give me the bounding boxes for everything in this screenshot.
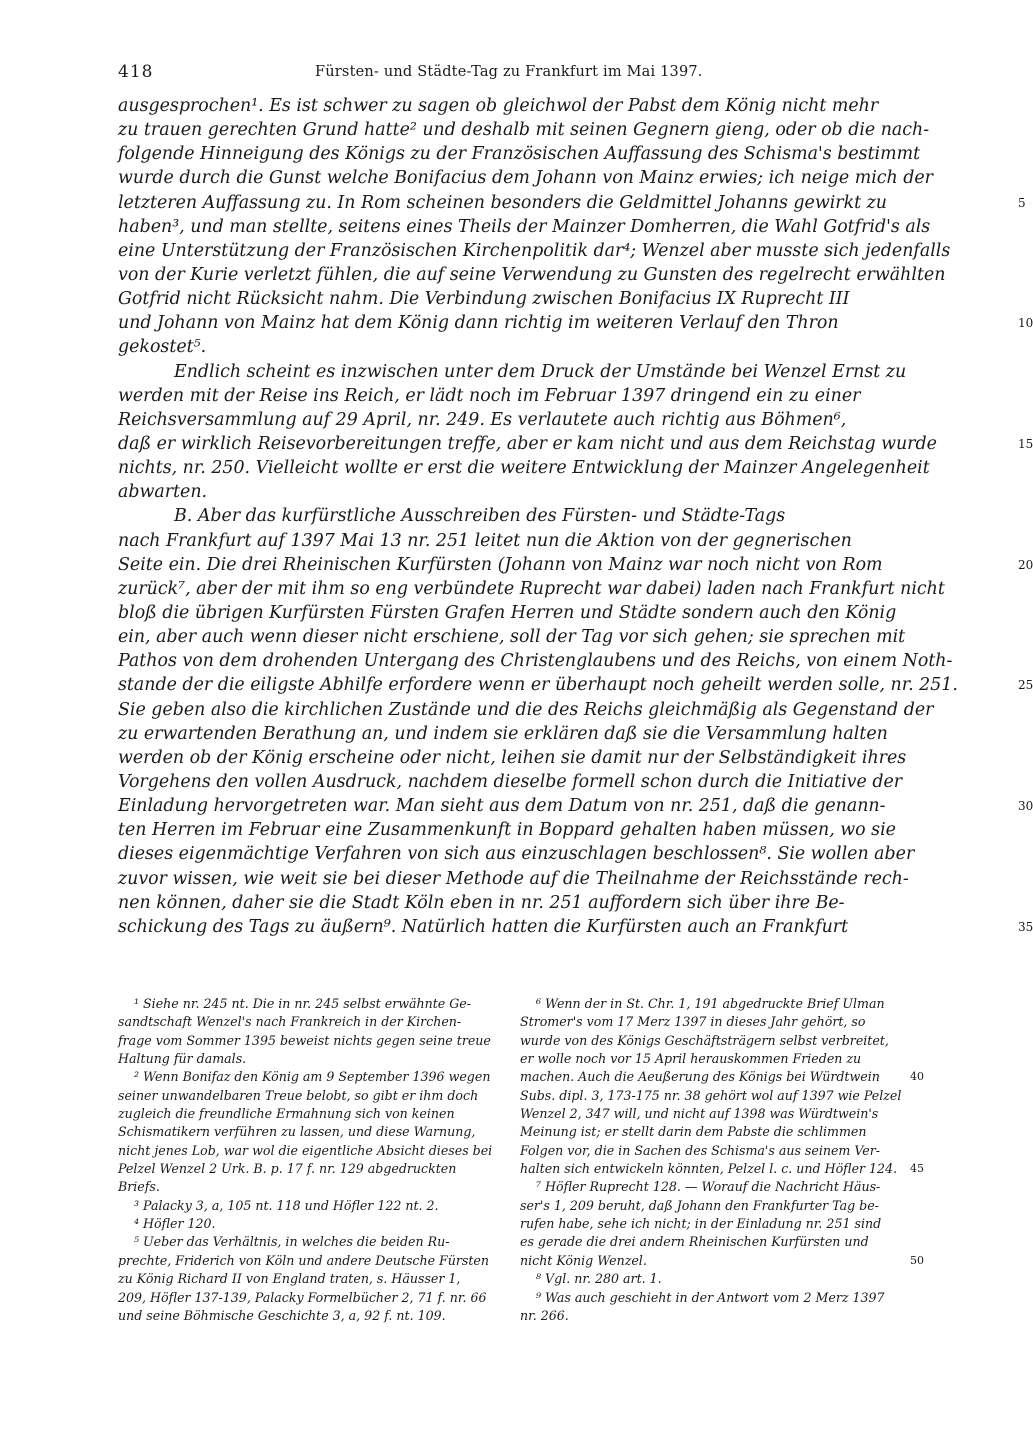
footnote-line: Pelzel Wenzel 2 Urk. B. p. 17 f. nr. 129 abgedruckten [118, 1161, 457, 1177]
line-number: 5 [1018, 195, 1026, 210]
body-line [118, 456, 930, 480]
body-line [118, 842, 915, 866]
body-line [118, 360, 907, 384]
body-line-text: Sie geben also die kirchlichen Zustände und die des Reichs gleichmäßig als Gegenstand der [118, 699, 934, 720]
body-line-text: zu trauen gerechten Grund hatte² und deshalb mit seinen Gegnern gieng, oder ob die nach- [118, 120, 930, 141]
body-line-text: nen können, daher sie die Stadt Köln eben in nr. 251 auffordern sich über ihre Be- [118, 892, 845, 913]
body-line-text: haben³, und man stellte, seitens eines Theils der Mainzer Domherren, die Wahl Gotfrid's als [118, 216, 931, 237]
footnote-line [520, 1068, 924, 1086]
body-line-text: Seite ein. Die drei Rheinischen Kurfürsten (Johann von Mainz war noch nicht von Rom [118, 554, 883, 575]
footnote-line: Schismatikern verführen zu lassen, und diese Warnung, [118, 1124, 476, 1140]
body-line [118, 239, 951, 263]
body-line [118, 722, 900, 746]
footnote-line-text: Wenzel 2, 347 will, und nicht auf 1398 was Würdtwein's [520, 1106, 879, 1122]
footnote-line: sandtschaft Wenzel's nach Frankreich in der Kirchen- [118, 1014, 462, 1030]
body-line [118, 384, 900, 408]
body-line [118, 287, 900, 311]
body-line-text: B. Aber das kurfürstliche Ausschreiben des Fürsten- und Städte-Tags [174, 506, 786, 527]
footnote-line: zu König Richard II von England traten, s. Häusser 1, [118, 1271, 461, 1287]
body-line-text: Pathos von dem drohenden Untergang des Christenglaubens und des Reichs, von einem Noth- [118, 651, 953, 672]
body-line-text: nichts, nr. 250. Vielleicht wollte er erst die weitere Entwicklung der Mainzer Angelegenheit [118, 458, 930, 479]
body-line [118, 577, 945, 601]
body-line-text: zuvor wissen, wie weit sie bei dieser Methode auf die Theilnahme der Reichsstände rech- [118, 868, 909, 889]
footnote-line-text: ser's 1, 209 beruht, daß Johann den Frankfurter Tag be- [520, 1197, 879, 1213]
footnote-line: nicht jenes Lob, war wol die eigentliche Absicht dieses bei [118, 1142, 493, 1158]
footnote-line: ³ Palacky 3, a, 105 nt. 118 und Höfler 122 nt. 2. [134, 1197, 439, 1213]
body-line-text: nach Frankfurt auf 1397 Mai 13 nr. 251 leitet nun die Aktion von der gegnerischen [118, 530, 852, 551]
footnote-line [520, 1013, 904, 1031]
footnote-line: Haltung für damals. [118, 1051, 247, 1067]
body-line-text: Vorgehens den vollen Ausdruck, nachdem dieselbe formell schon durch die Initiative der [118, 771, 903, 792]
footnote-line-text: machen. Auch die Aeußerung des Königs bei Würdtwein [520, 1069, 880, 1085]
body-line [118, 673, 1033, 697]
body-line [118, 408, 900, 432]
body-line-text: bloß die übrigen Kurfürsten Fürsten Grafen Herren und Städte sondern auch den König [118, 602, 897, 623]
body-line [118, 625, 906, 649]
footnote-line [520, 1087, 904, 1105]
body-line [118, 335, 900, 359]
body-line-text: letzteren Auffassung zu. In Rom scheinen besonders die Geldmittel Johanns gewirkt zu [118, 192, 887, 213]
body-line [118, 432, 1033, 456]
footnote-line [520, 1307, 904, 1325]
body-line [118, 698, 934, 722]
body-line-text: und Johann von Mainz hat dem König dann richtig im weiteren Verlauf den Thron [118, 313, 839, 334]
body-line [118, 867, 909, 891]
footnote-line-text: rufen habe, sehe ich nicht; in der Einladung nr. 251 sind [520, 1216, 882, 1232]
body-line [118, 601, 900, 625]
footnote-line [520, 1123, 904, 1141]
footnote-line: seiner unwandelbaren Treue belobt, so gibt er ihm doch [118, 1087, 479, 1103]
body-line-text: Endlich scheint es inzwischen unter dem Druck der Umstände bei Wenzel Ernst zu [174, 361, 907, 382]
body-line [118, 794, 1033, 818]
footnote-line-text: Subs. dipl. 3, 173-175 nr. 38 gehört wol auf 1397 wie Pelzel [520, 1087, 902, 1103]
line-number: 15 [1018, 436, 1033, 451]
footnote-line [520, 1050, 904, 1068]
line-number: 40 [910, 1070, 924, 1084]
footnote-line-text: nicht König Wenzel. [520, 1252, 647, 1268]
footnote-line [520, 1178, 904, 1196]
body-line-text: schickung des Tags zu äußern⁹. Natürlich hatten die Kurfürsten auch an Frankfurt [118, 916, 849, 937]
body-line [118, 891, 900, 915]
page-header [118, 62, 900, 88]
body-line-text: ausgesprochen¹. Es ist schwer zu sagen ob gleichwol der Pabst dem König nicht mehr [118, 96, 879, 116]
body-line [118, 118, 930, 142]
body-line-text: stande der die eiligste Abhilfe erfordere wenn er überhaupt noch geheilt werden solle, nr. 251. [118, 675, 958, 696]
footnote-line: zugleich die freundliche Ermahnung sich von keinen [118, 1106, 455, 1122]
footnote-line: prechte, Friderich von Köln und andere Deutsche Fürsten [118, 1252, 489, 1268]
body-line-text: eine Unterstützung der Französischen Kirchenpolitik dar⁴; Wenzel aber musste sich jedenfalls [118, 240, 951, 261]
body-line-text: gekostet⁵. [118, 337, 207, 358]
footnote-line [520, 1233, 904, 1251]
footnote-line [520, 1160, 924, 1178]
footnote-line: und seine Böhmische Geschichte 3, a, 92 f. nt. 109. [118, 1307, 446, 1323]
body-line [118, 191, 1026, 215]
footnote-line-text: Stromer's vom 17 Merz 1397 in dieses Jahr gehört, so [520, 1014, 866, 1030]
footnote-line-text: ⁶ Wenn der in St. Chr. 1, 191 abgedruckte Brief Ulman [536, 996, 885, 1011]
footnote-line: ¹ Siehe nr. 245 nt. Die in nr. 245 selbst erwähnte Ge- [134, 996, 472, 1011]
body-line [118, 529, 900, 553]
line-number: 25 [1018, 678, 1033, 693]
body-line [118, 311, 1033, 335]
body-line-text: werden ob der König erscheine oder nicht, leihen sie damit nur der Selbständigkeit ihres [118, 747, 907, 768]
footnote-line-text: Meinung ist; er stellt darin dem Pabste die schlimmen [520, 1124, 867, 1140]
body-line [118, 504, 900, 528]
body-line [118, 746, 907, 770]
footnote-line-text: Folgen vor, die in Sachen des Schisma's aus seinem Ver- [520, 1142, 881, 1158]
body-line [118, 215, 931, 239]
body-line [118, 915, 1033, 939]
footnotes-left-column [118, 995, 502, 1325]
body-line [118, 142, 921, 166]
footnote-line [520, 1215, 904, 1233]
body-line-text: von der Kurie verletzt fühlen, die auf seine Verwendung zu Gunsten des regelrecht erwählten [118, 264, 946, 285]
footnote-line: ⁵ Ueber das Verhältnis, in welches die beiden Ru- [134, 1234, 450, 1250]
footnote-line-text: es gerade die drei andern Rheinischen Kurfürsten und [520, 1234, 869, 1250]
line-number: 45 [910, 1162, 924, 1176]
footnote-line [520, 1270, 904, 1288]
body-line [118, 166, 933, 190]
footnote-line: ⁴ Höfler 120. [134, 1216, 216, 1232]
footnotes-right-column [520, 995, 924, 1325]
footnote-line [520, 1197, 904, 1215]
body-line [118, 818, 900, 842]
footnote-line-text: ⁹ Was auch geschieht in der Antwort vom 2 Merz 1397 [536, 1289, 885, 1305]
running-head: Fürsten- und Städte-Tag zu Frankfurt im Mai 1397. [315, 64, 703, 80]
line-number: 20 [1018, 557, 1033, 572]
line-number: 35 [1018, 919, 1033, 934]
body-line-text: ten Herren im Februar eine Zusammenkunft in Boppard gehalten haben müssen, wo sie [118, 820, 896, 841]
body-line-text: dieses eigenmächtige Verfahren von sich aus einzuschlagen beschlossen⁸. Sie wollen aber [118, 844, 915, 865]
body-line-text: Einladung hervorgetreten war. Man sieht aus dem Datum von nr. 251, daß die genann- [118, 796, 886, 817]
body-line-text: Reichsversammlung auf 29 April, nr. 249. Es verlautete auch richtig aus Böhmen⁶, [118, 409, 847, 430]
footnote-line: Briefs. [118, 1179, 160, 1195]
footnote-line [520, 1142, 904, 1160]
footnote-line: 209, Höfler 137-139, Palacky Formelbücher 2, 71 f. nr. 66 [118, 1289, 487, 1305]
body-line [118, 553, 1033, 577]
body-line-text: ein, aber auch wenn dieser nicht erschiene, soll der Tag vor sich gehen; sie sprechen mit [118, 627, 906, 648]
body-line-text: werden mit der Reise ins Reich, er lädt noch im Februar 1397 dringend ein zu einer [118, 385, 861, 406]
body-line-text: abwarten. [118, 482, 208, 503]
body-line-text: Gotfrid nicht Rücksicht nahm. Die Verbindung zwischen Bonifacius IX Ruprecht III [118, 289, 850, 310]
footnote-line-text: nr. 266. [520, 1307, 569, 1323]
body-line-text: folgende Hinneigung des Königs zu der Französischen Auffassung des Schisma's bestimmt [118, 144, 921, 165]
footnote-line-text: wurde von des Königs Geschäftsträgern selbst verbreitet, [520, 1032, 889, 1048]
footnote-line-text: ⁸ Vgl. nr. 280 art. 1. [536, 1271, 662, 1287]
line-number: 30 [1018, 799, 1033, 814]
footnote-line [520, 1252, 924, 1270]
footnote-line-text: ⁷ Höfler Ruprecht 128. — Worauf die Nachricht Häus- [536, 1179, 881, 1195]
footnote-line: frage vom Sommer 1395 beweist nichts gegen seine treue [118, 1032, 491, 1048]
footnote-line [520, 1032, 904, 1050]
body-line [118, 649, 953, 673]
footnote-line: ² Wenn Bonifaz den König am 9 September 1396 wegen [134, 1069, 491, 1085]
page-number: 418 [118, 62, 154, 82]
body-line-text: zu erwartenden Berathung an, und indem sie erklären daß sie die Versammlung halten [118, 723, 888, 744]
body-line-text: zurück⁷, aber der mit ihm so eng verbündete Ruprecht war dabei) laden nach Frankfurt nicht [118, 578, 945, 599]
line-number: 50 [910, 1253, 924, 1267]
body-line-text: daß er wirklich Reisevorbereitungen treffe, aber er kam nicht und aus dem Reichstag wurde [118, 433, 937, 454]
line-number: 10 [1018, 316, 1033, 331]
body-text [118, 94, 1033, 939]
body-line [118, 480, 900, 504]
body-line-text: wurde durch die Gunst welche Bonifacius dem Johann von Mainz erwies; ich neige mich der [118, 168, 933, 189]
footnote-line-text: halten sich entwickeln könnten, Pelzel l. c. und Höfler 124. [520, 1161, 898, 1177]
body-line [118, 770, 903, 794]
body-line [118, 263, 946, 287]
footnote-line [520, 1289, 904, 1307]
footnote-line-text: er wolle noch vor 15 April herauskommen Frieden zu [520, 1051, 862, 1067]
footnote-line [520, 995, 904, 1013]
footnote-line [520, 1105, 904, 1123]
body-line [118, 94, 900, 118]
